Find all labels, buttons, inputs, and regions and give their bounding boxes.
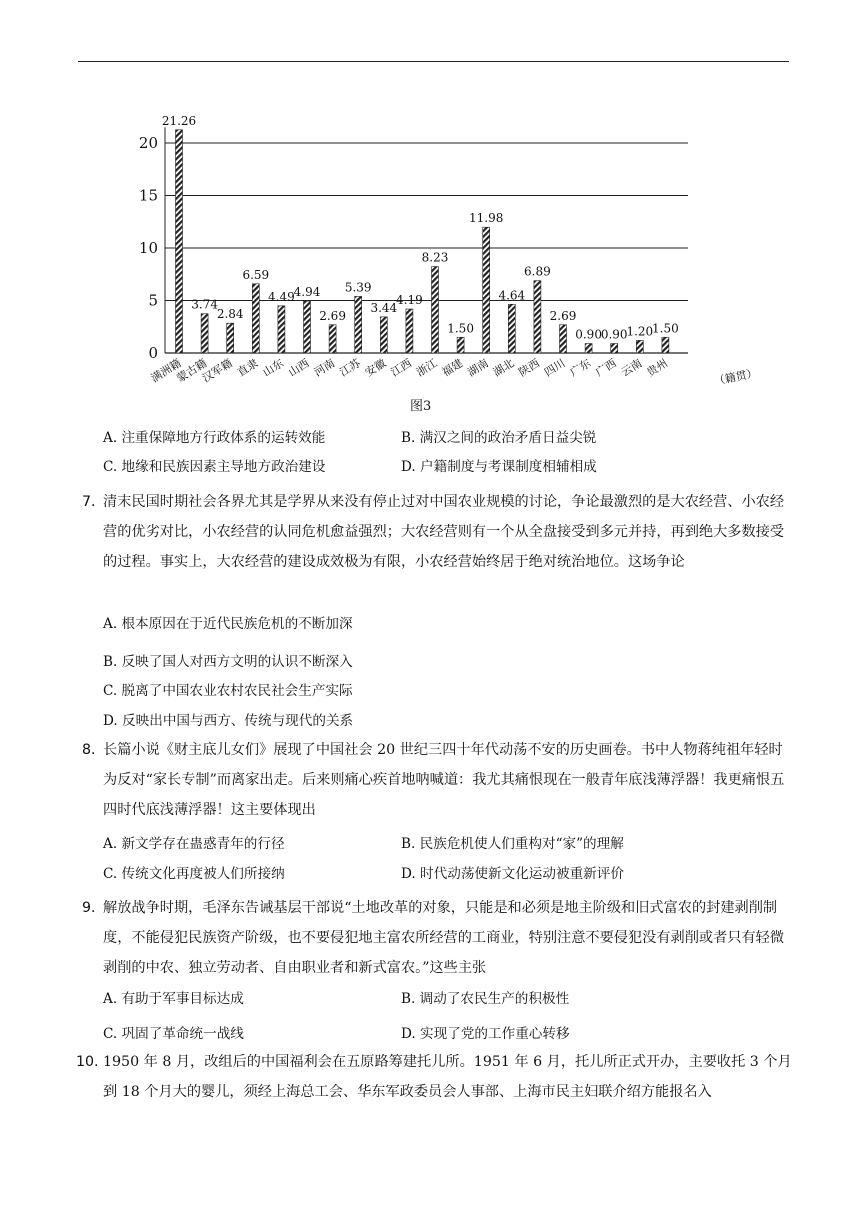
x-category-label: 河南: [311, 356, 338, 380]
q7-option-b: B. 反映了国人对西方文明的认识不断深入: [103, 654, 353, 670]
bar-value-label: 6.59: [242, 267, 270, 282]
q9-number: 9．: [82, 900, 106, 916]
bar: [380, 317, 387, 353]
bar-value-label: 1.50: [652, 321, 679, 336]
bar: [508, 304, 515, 353]
x-category-label: 江苏: [337, 356, 363, 380]
y-tick-label: 15: [138, 186, 158, 205]
x-category-label: 陕西: [516, 356, 542, 380]
x-category-label: 福建: [439, 356, 466, 380]
y-tick-label: 10: [138, 239, 158, 257]
y-tick-label: 20: [138, 134, 158, 152]
bar: [483, 227, 490, 353]
q7-option-d: D. 反映出中国与西方、传统与现代的关系: [103, 713, 354, 729]
bar: [329, 325, 336, 353]
x-category-label: 浙江: [414, 356, 440, 380]
bar: [585, 344, 592, 353]
x-category-label: 直隶: [234, 356, 261, 380]
bar-value-label: 2.69: [319, 308, 346, 323]
q10-stem: 1950 年 8 月，改组后的中国福利会在五原路筹建托儿所。1951 年 6 月，托儿所正式开办，主要收托 3 个月到 18 个月大的婴儿，须经上海总工会、华东军政委员会人事部、上海市民主妇联介绍方能报名入: [103, 1054, 792, 1100]
bar: [304, 301, 311, 353]
q7-option-c: C. 脱离了中国农业农村农民社会生产实际: [103, 683, 353, 699]
bar-value-label: 4.64: [498, 288, 526, 303]
bar: [201, 314, 208, 353]
bar: [432, 267, 439, 353]
bar-value-label: 0.90: [575, 327, 602, 342]
q8-option-d: D. 时代动荡使新文化运动被重新评价: [401, 866, 624, 882]
x-category-label: 广东: [567, 356, 594, 380]
q9-stem: 解放战争时期，毛泽东告诫基层干部说“土地改革的对象，只能是和必须是地主阶级和旧式富农的封建剥削制度，不能侵犯民族资产阶级，也不要侵犯地主富农所经营的工商业，特别注意不要侵犯没有剥削或者只有轻微剥削的中农、独立劳动者、自由职业者和新式富农。”这些主张: [103, 900, 785, 976]
bar-value-label: 2.84: [216, 307, 244, 322]
q10-number: 10.: [76, 1054, 99, 1070]
q8-number: 8．: [82, 742, 106, 758]
bar-value-label: 6.89: [524, 264, 551, 279]
q6-option-b: B. 满汉之间的政治矛盾日益尖锐: [401, 430, 597, 446]
bar: [662, 337, 669, 353]
bar: [252, 284, 259, 353]
bar-value-label: 2.69: [549, 308, 577, 323]
bar-value-label: 4.94: [293, 285, 321, 300]
bar: [176, 130, 183, 353]
bar-value-label: 11.98: [469, 211, 504, 226]
bar-value-label: 3.44: [370, 300, 398, 315]
q8-option-b: B. 民族危机使人们重构对“家”的理解: [401, 836, 624, 852]
bar-value-label: 1.50: [447, 321, 474, 336]
bar: [278, 306, 285, 353]
bar: [534, 281, 541, 353]
x-category-label: 山东: [260, 356, 286, 380]
x-category-label: 湖北: [490, 356, 517, 380]
x-category-label: 广西: [593, 356, 619, 380]
bar-value-label: 5.39: [344, 280, 372, 295]
bar-value-label: 0.90: [600, 327, 628, 342]
q8-option-c: C. 传统文化再度被人们所接纳: [103, 866, 285, 882]
q9-option-a: A. 有助于军事目标达成: [103, 991, 244, 1007]
bar: [457, 337, 464, 353]
bar-value-label: 4.19: [396, 293, 423, 308]
bar-value-label: 3.74: [191, 297, 218, 312]
bar: [560, 325, 567, 353]
q8-option-a: A. 新文学存在蛊惑青年的行径: [103, 836, 285, 852]
q8-stem: 长篇小说《财主底儿女们》展现了中国社会 20 世纪三四十年代动荡不安的历史画卷。书中人物蒋纯祖年轻时为反对“家长专制”而离家出走。后来则痛心疾首地呐喊道：我尤其痛恨现在一般青年底浅薄浮器！我更痛恨五四时代底浅薄浮器！这主要体现出: [103, 742, 785, 818]
y-tick-label: 0: [148, 344, 158, 362]
x-category-label: 山西: [286, 356, 312, 380]
q9-option-d: D. 实现了党的工作重心转移: [401, 1026, 570, 1042]
x-category-label: 蒙古籍: [174, 356, 210, 386]
x-category-label: 湖南: [465, 356, 491, 380]
bar: [406, 309, 413, 353]
x-category-label: 满洲籍: [148, 356, 184, 386]
x-category-label: 云南: [618, 356, 645, 380]
x-category-label: 安徽: [362, 356, 389, 380]
bar: [355, 296, 362, 353]
y-tick-label: 5: [148, 291, 158, 310]
bar-chart: [0, 0, 867, 420]
q6-option-d: D. 户籍制度与考课制度相辅相成: [401, 459, 597, 475]
q6-option-a: A. 注重保障地方行政体系的运转效能: [103, 430, 326, 446]
q7-option-a: A. 根本原因在于近代民族危机的不断加深: [103, 616, 353, 632]
bar-value-label: 4.49: [268, 289, 295, 304]
bar-value-label: 21.26: [161, 113, 197, 128]
bar: [611, 344, 618, 353]
q6-option-c: C. 地缘和民族因素主导地方政治建设: [103, 459, 326, 475]
q7-number: 7．: [82, 494, 106, 510]
x-category-label: 四川: [542, 356, 568, 380]
q7-stem: 清末民国时期社会各界尤其是学界从来没有停止过对中国农业规模的讨论，争论最激烈的是大农经营、小农经营的优劣对比，小农经营的认同危机愈益强烈；大农经营则有一个从全盘接受到多元并持，再到绝大多数接受的过程。事实上，大农经营的建设成效极为有限，小农经营始终居于绝对统治地位。这场争论: [103, 494, 785, 570]
bar-value-label: 1.20: [626, 324, 654, 339]
q9-option-c: C. 巩固了革命统一战线: [103, 1026, 244, 1042]
bar-value-label: 8.23: [421, 250, 449, 265]
x-axis-label: （籍贯）: [712, 366, 759, 389]
figure-caption: 图3: [410, 399, 432, 414]
bar: [227, 323, 234, 353]
x-category-label: 江西: [388, 356, 414, 380]
x-category-label: 汉军籍: [199, 356, 235, 386]
bar: [636, 340, 643, 353]
x-category-label: 贵州: [644, 356, 670, 380]
q9-option-b: B. 调动了农民生产的积极性: [401, 991, 570, 1007]
